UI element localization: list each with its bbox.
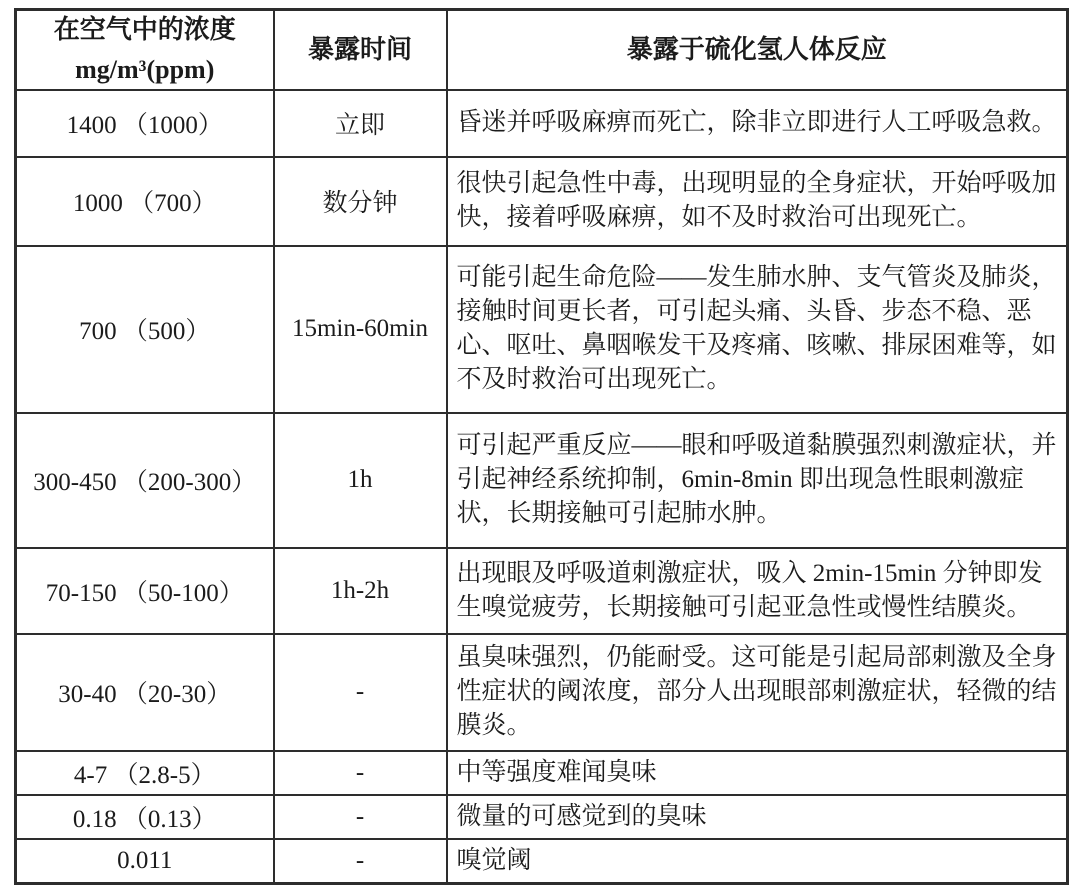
concentration-cell: 0.011 [16,839,274,884]
header-concentration-line1: 在空气中的浓度 [53,15,236,44]
table-row [16,795,1068,839]
concentration-cell: 4-7 （2.8-5） [16,751,274,795]
concentration-cell: 70-150 （50-100） [16,548,274,634]
reaction-cell: 中等强度难闻臭味 [447,751,1068,795]
table-row [16,548,1068,634]
concentration-cell: 0.18 （0.13） [16,795,274,839]
table-row [16,157,1068,246]
exposure-cell: - [274,839,447,884]
table-row [16,413,1068,548]
h2s-exposure-table [14,8,1069,885]
concentration-cell: 30-40 （20-30） [16,634,274,751]
exposure-cell: 1h-2h [274,548,447,634]
table-row [16,634,1068,751]
exposure-cell: - [274,751,447,795]
reaction-cell: 微量的可感觉到的臭味 [447,795,1068,839]
concentration-cell: 700 （500） [16,246,274,413]
reaction-cell: 虽臭味强烈，仍能耐受。这可能是引起局部刺激及全身性症状的阈浓度，部分人出现眼部刺激症状，轻微的结膜炎。 [447,634,1068,751]
exposure-cell: - [274,795,447,839]
reaction-cell: 可能引起生命危险——发生肺水肿、支气管炎及肺炎，接触时间更长者，可引起头痛、头昏、步态不稳、恶心、呕吐、鼻咽喉发干及疼痛、咳嗽、排尿困难等，如不及时救治可出现死亡。 [447,246,1068,413]
table-row [16,90,1068,157]
exposure-cell: 立即 [274,90,447,157]
table-row [16,839,1068,884]
concentration-cell: 300-450 （200-300） [16,413,274,548]
reaction-cell: 出现眼及呼吸道刺激症状，吸入 2min-15min 分钟即发生嗅觉疲劳，长期接触可引起亚急性或慢性结膜炎。 [447,548,1068,634]
reaction-cell: 很快引起急性中毒，出现明显的全身症状，开始呼吸加快，接着呼吸麻痹，如不及时救治可出现死亡。 [447,157,1068,246]
header-concentration [16,10,274,90]
reaction-cell: 嗅觉阈 [447,839,1068,884]
header-exposure-time: 暴露时间 [274,10,447,90]
table-row [16,246,1068,413]
concentration-cell: 1000 （700） [16,157,274,246]
h2s-exposure-table-container [14,8,1069,885]
reaction-cell: 昏迷并呼吸麻痹而死亡，除非立即进行人工呼吸急救。 [447,90,1068,157]
header-row [16,10,1068,90]
header-concentration-line2: mg/m³(ppm) [75,54,215,84]
exposure-cell: 1h [274,413,447,548]
exposure-cell: - [274,634,447,751]
exposure-cell: 15min-60min [274,246,447,413]
concentration-cell: 1400 （1000） [16,90,274,157]
reaction-cell: 可引起严重反应——眼和呼吸道黏膜强烈刺激症状，并引起神经系统抑制，6min-8min 即出现急性眼刺激症状，长期接触可引起肺水肿。 [447,413,1068,548]
table-row [16,751,1068,795]
header-reaction: 暴露于硫化氢人体反应 [447,10,1068,90]
exposure-cell: 数分钟 [274,157,447,246]
